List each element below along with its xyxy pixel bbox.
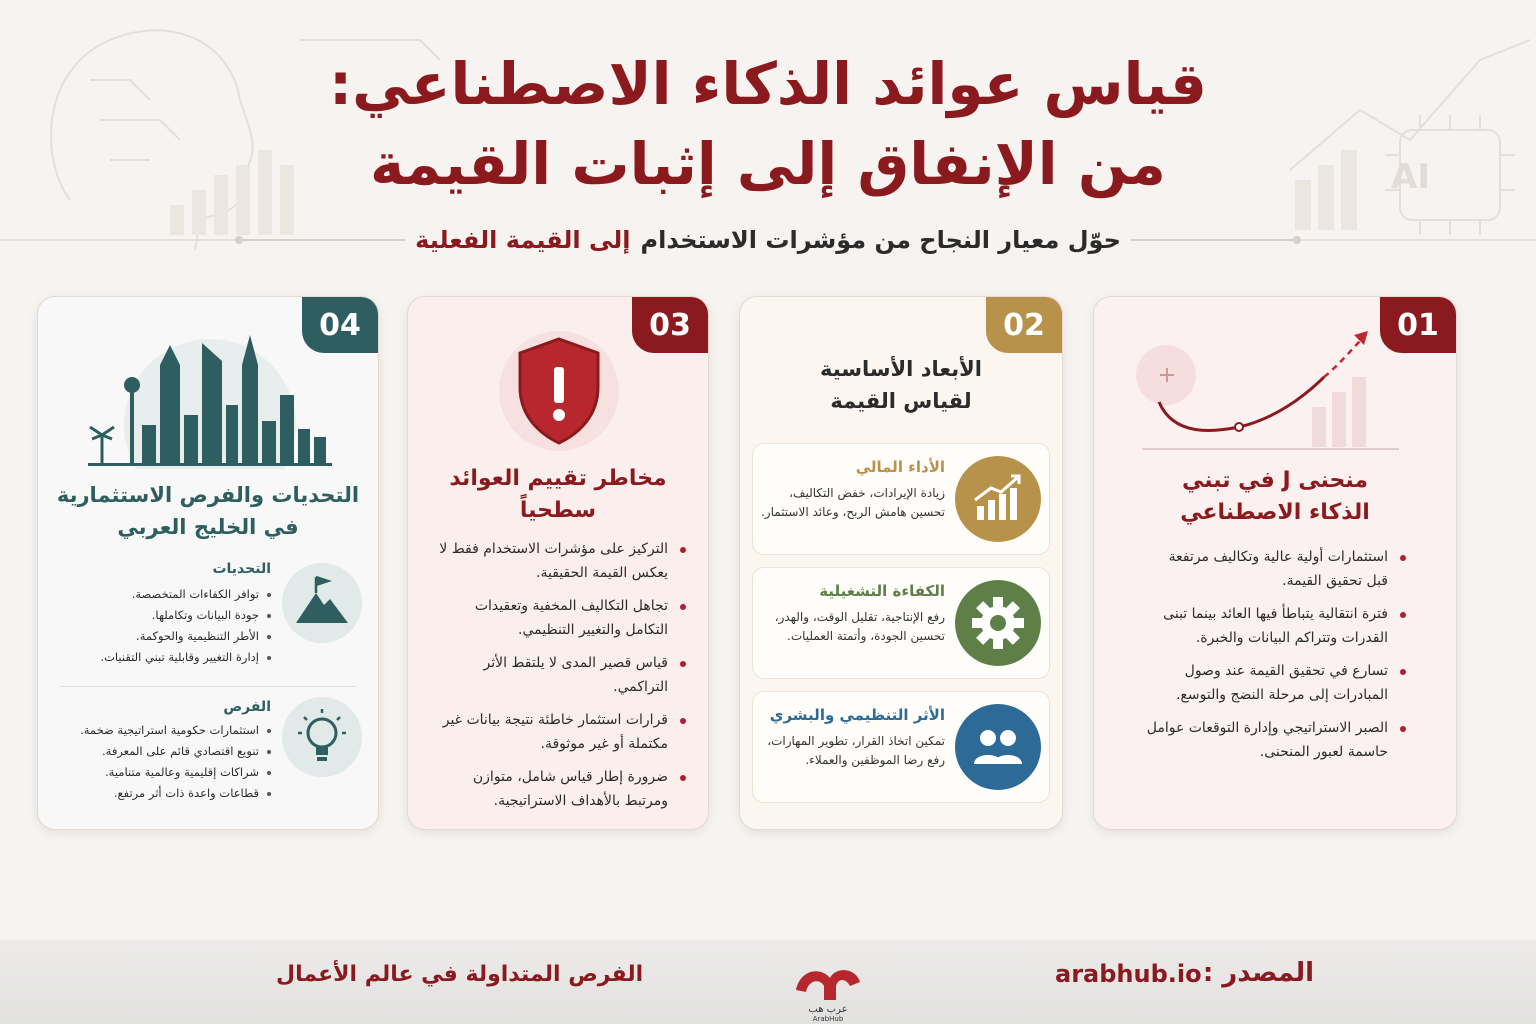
list-item: شراكات إقليمية وعالمية متنامية. [51, 763, 271, 782]
card-title-line-2: لقياس القيمة [830, 389, 972, 413]
card-title-line-1: مخاطر تقييم العوائد [449, 466, 667, 491]
card-number-badge: 04 [302, 297, 378, 353]
svg-text:عرب هب: عرب هب [808, 1004, 848, 1015]
svg-text:ArabHub: ArabHub [812, 1015, 844, 1022]
card-shallow-evaluation-risks [407, 296, 709, 830]
warning-shield-icon [490, 331, 628, 451]
card-title-line-2: الذكاء الاصطناعي [1180, 500, 1370, 525]
card-title-line-1: منحنى J في تبني [1181, 468, 1368, 493]
bullet-list [434, 537, 686, 822]
opportunities-title: الفرص [223, 699, 271, 715]
bullet-list [1146, 545, 1406, 773]
card-number-badge: 03 [632, 297, 708, 353]
list-item: ضرورة إطار قياس شامل، متوازن ومرتبط بالأهداف الاستراتيجية. [434, 765, 686, 813]
subtitle-accent: إلى القيمة الفعلية [415, 226, 631, 254]
gear-icon [955, 580, 1041, 666]
card-j-curve [1093, 296, 1457, 830]
card-title-line-1: التحديات والفرص الاستثمارية [56, 483, 360, 507]
dimension-text: رفع الإنتاجية، تقليل الوقت، والهدر، تحسين الجودة، وأتمتة العمليات. [774, 610, 945, 643]
page-title [0, 44, 1536, 204]
list-item: الأطر التنظيمية والحوكمة. [51, 627, 271, 646]
growth-chart-icon [955, 456, 1041, 542]
people-icon [955, 704, 1041, 790]
footer-source-link[interactable]: arabhub.io [1055, 960, 1202, 988]
list-item: إدارة التغيير وقابلية تبني التقنيات. [51, 648, 271, 667]
dimension-title: الكفاءة التشغيلية [819, 582, 945, 600]
list-item: قطاعات واعدة ذات أثر مرتفع. [51, 784, 271, 803]
subtitle-divider-left [235, 239, 405, 241]
mountain-flag-icon [282, 563, 362, 643]
list-item: توافر الكفاءات المتخصصة. [51, 585, 271, 604]
card-title [740, 353, 1062, 417]
list-item: استثمارات حكومية استراتيجية ضخمة. [51, 721, 271, 740]
list-item: قياس قصير المدى لا يلتقط الأثر التراكمي. [434, 651, 686, 699]
dimension-text: زيادة الإيرادات، خفض التكاليف، تحسين هامش الربح، وعائد الاستثمار. [760, 486, 945, 519]
card-title-line-2: في الخليج العربي [117, 515, 299, 539]
dimension-organizational [752, 691, 1050, 803]
list-item: الصبر الاستراتيجي وإدارة التوقعات عوامل حاسمة لعبور المنحنى. [1146, 716, 1406, 764]
subtitle-main: حوّل معيار النجاح من مؤشرات الاستخدام [640, 226, 1121, 254]
card-title-line-1: الأبعاد الأساسية [820, 357, 982, 381]
card-gulf-challenges-opportunities [37, 296, 379, 830]
list-item: التركيز على مؤشرات الاستخدام فقط لا يعكس القيمة الحقيقية. [434, 537, 686, 585]
card-title-line-2: سطحياً [519, 498, 597, 523]
list-item: جودة البيانات وتكاملها. [51, 606, 271, 625]
footer [0, 940, 1536, 1024]
opportunities-list [51, 721, 271, 805]
title-line-2: من الإنفاق إلى إثبات القيمة [370, 130, 1166, 198]
dimension-text: تمكين اتخاذ القرار، تطوير المهارات، رفع رضا الموظفين والعملاء. [767, 734, 945, 767]
footer-source-label: المصدر : [1202, 958, 1314, 988]
list-item: تسارع في تحقيق القيمة عند وصول المبادرات إلى مرحلة النضج والتوسع. [1146, 659, 1406, 707]
footer-tagline: الفرص المتداولة في عالم الأعمال [276, 962, 644, 987]
arabhub-logo [790, 960, 866, 1022]
dimension-title: الأثر التنظيمي والبشري [769, 706, 945, 724]
dimension-financial [752, 443, 1050, 555]
dimension-title: الأداء المالي [855, 458, 945, 476]
svg-text:AI: AI [1391, 157, 1430, 197]
title-line-1: قياس عوائد الذكاء الاصطناعي: [328, 50, 1208, 118]
gulf-skyline-icon [82, 325, 338, 469]
card-value-dimensions [739, 296, 1063, 830]
list-item: فترة انتقالية يتباطأ فيها العائد بينما تبنى القدرات وتتراكم البيانات والخبرة. [1146, 602, 1406, 650]
list-item: تجاهل التكاليف المخفية وتعقيدات التكامل والتغيير التنظيمي. [434, 594, 686, 642]
card-number-badge: 01 [1380, 297, 1456, 353]
section-divider [60, 686, 356, 687]
dimension-operational [752, 567, 1050, 679]
subtitle-divider-right [1131, 239, 1301, 241]
list-item: تنويع اقتصادي قائم على المعرفة. [51, 742, 271, 761]
challenges-list [51, 585, 271, 669]
card-title [38, 479, 378, 543]
card-number-badge: 02 [986, 297, 1062, 353]
lightbulb-icon [282, 697, 362, 777]
list-item: قرارات استثمار خاطئة نتيجة بيانات غير مكتملة أو غير موثوقة. [434, 708, 686, 756]
card-title [408, 463, 708, 527]
card-title [1094, 465, 1456, 529]
j-curve-chart-icon [1134, 327, 1424, 457]
list-item: استثمارات أولية عالية وتكاليف مرتفعة قبل تحقيق القيمة. [1146, 545, 1406, 593]
subtitle [0, 226, 1536, 254]
challenges-title: التحديات [212, 561, 271, 577]
